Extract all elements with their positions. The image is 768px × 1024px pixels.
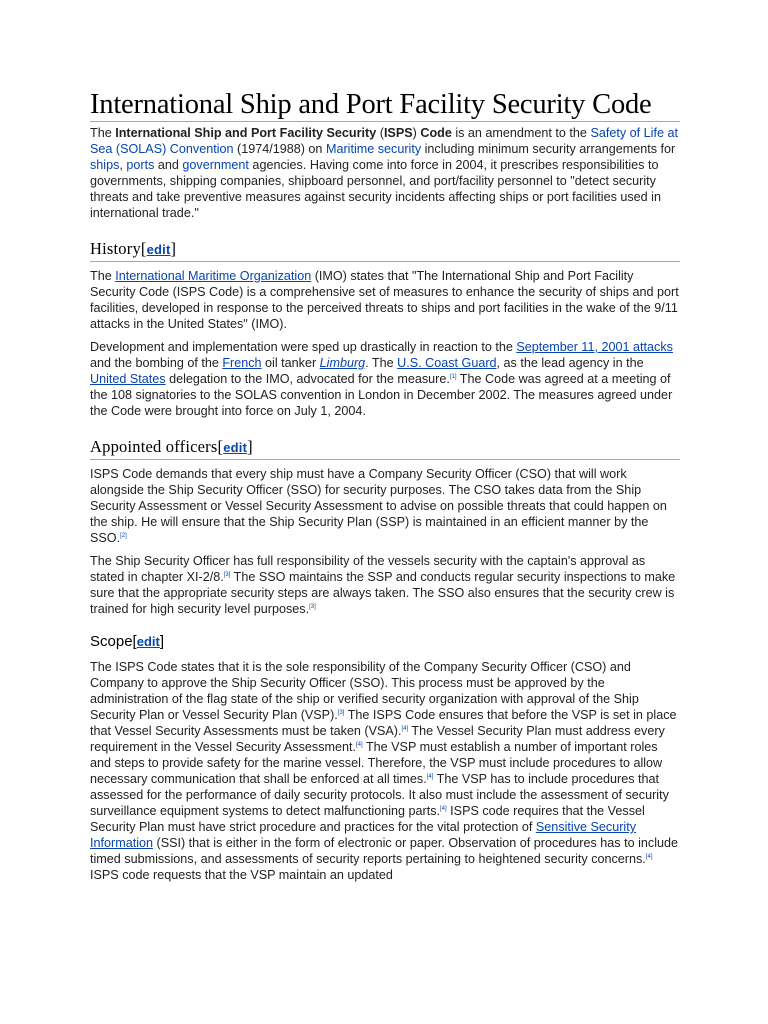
link-maritime-security[interactable]: Maritime security (325, 142, 422, 156)
citation-ref[interactable]: [4] (356, 741, 363, 748)
link-ships[interactable]: ships (90, 158, 120, 172)
link-solas-convention[interactable]: Safety of Life at Sea (SOLAS) Convention (90, 126, 678, 156)
edit-link-scope[interactable]: edit (136, 634, 160, 649)
officers-paragraph-2: The Ship Security Officer has full responsibility of the vessels security with the captain's approval as stated in chapter XI-2/8.[3] The SSO maintains the SSP and conducts regular security inspections to make sure that the appropriate security steps are always taken. The SSO also ensures that the security crew is trained for high security level purposes.[3] (90, 554, 676, 616)
citation-ref[interactable]: [4] (440, 805, 447, 812)
citation-ref[interactable]: [3] (337, 709, 345, 716)
bold-term: ISPS (383, 126, 413, 140)
section-heading-scope: Scope[edit] (90, 633, 165, 650)
citation-ref[interactable]: [4] (645, 853, 653, 860)
history-paragraph-1: The International Maritime Organization (IMO) states that "The International Ship and Port Facility Security Code (ISPS Code) is a comprehensive set of measures to enhance the security of ships and port facilities, developed in response to the perceived threats to ships and port facilities in the wake of the 9/11 attacks in the United States" (IMO). (90, 269, 679, 331)
history-paragraph-2: Development and implementation were sped up drastically in reaction to the September 11, 2001 attacks and the bombing of the French oil tanker Limburg. The U.S. Coast Guard, as the lead agency in the United States delegation to the IMO, advocated for the measure.[1] The Code was agreed at a meeting of the 108 signatories to the SOLAS convention in London in December 2002. The measures agreed under the Code were brought into force on July 1, 2004. (90, 340, 673, 418)
citation-ref[interactable]: [3] (309, 603, 316, 610)
link-united-states[interactable]: United States (90, 372, 166, 386)
edit-link-appointed-officers[interactable]: edit (223, 440, 248, 455)
link-us-coast-guard[interactable]: U.S. Coast Guard (397, 356, 497, 370)
citation-ref[interactable]: [4] (401, 725, 409, 732)
edit-link-history[interactable]: edit (146, 242, 171, 257)
citation-ref[interactable]: [3] (223, 571, 231, 578)
link-government[interactable]: government (182, 158, 249, 172)
officers-paragraph-1: ISPS Code demands that every ship must have a Company Security Officer (CSO) that will work alongside the Ship Security Officer (SSO) for security purposes. The CSO takes data from the Ship Security Assessment or Vessel Security Assessment to advise on possible threats that could happen on the ship. He will ensure that the Ship Security Plan (SSP) is maintained in an efficient manner by the SSO.[2] (90, 467, 667, 545)
link-sensitive-security-information[interactable]: Sensitive Security Information (90, 820, 636, 850)
bold-term: International Ship and Port Facility Security (115, 126, 377, 140)
page-title: International Ship and Port Facility Security Code (90, 88, 680, 122)
section-heading-appointed-officers: Appointed officers[edit] (90, 436, 680, 460)
section-heading-history: History[edit] (90, 238, 680, 262)
bold-term: Code (420, 126, 452, 140)
link-limburg[interactable]: Limburg (319, 356, 366, 370)
link-imo[interactable]: International Maritime Organization (115, 269, 312, 283)
link-ports[interactable]: ports (126, 158, 155, 172)
intro-paragraph: The International Ship and Port Facility Security (ISPS) Code is an amendment to the Safety of Life at Sea (SOLAS) Convention (1974/1988) on Maritime security including minimum security arrangements for ships, ports and government agencies. Having come into force in 2004, it prescribes responsibilities to governments, shipping companies, shipboard personnel, and port/facility personnel to "detect security threats and take preventive measures against security incidents affecting ships or port facilities used in international trade." (90, 126, 678, 220)
citation-ref[interactable]: [1] (449, 373, 457, 380)
link-september-11-attacks[interactable]: September 11, 2001 attacks (516, 340, 673, 354)
citation-ref[interactable]: [4] (426, 773, 434, 780)
link-french[interactable]: French (222, 356, 262, 370)
scope-paragraph-1: The ISPS Code states that it is the sole responsibility of the Company Security Officer (CSO) and Company to approve the Ship Security Officer (SSO). This process must be approved by the administration of the flag state of the ship or verified security organization with approval of the Ship Security Plan or Vessel Security Plan (VSP).[3] The ISPS Code ensures that before the VSP is set in place that Vessel Security Assessments must be taken (VSA).[4] The Vessel Security Plan must address every requirement in the Vessel Security Assessment.[4] The VSP must establish a number of important roles and steps to provide safety for the marine vessel. Therefore, the VSP must include procedures to allow necessary communication that shall be enforced at all times.[4] The VSP has to include procedures that assessed for the performance of daily security protocols. It also must include the assessment of security surveillance equipment systems to detect malfunctioning parts.[4] ISPS code requires that the Vessel Security Plan must have strict procedure and practices for the vital protection of Sensitive Security Information (SSI) that is either in the form of electronic or paper. Observation of procedures has to include timed submissions, and assessments of security reports pertaining to heightened security concerns.[4] ISPS code requests that the VSP maintain an updated (90, 660, 679, 882)
citation-ref[interactable]: [2] (120, 532, 127, 539)
